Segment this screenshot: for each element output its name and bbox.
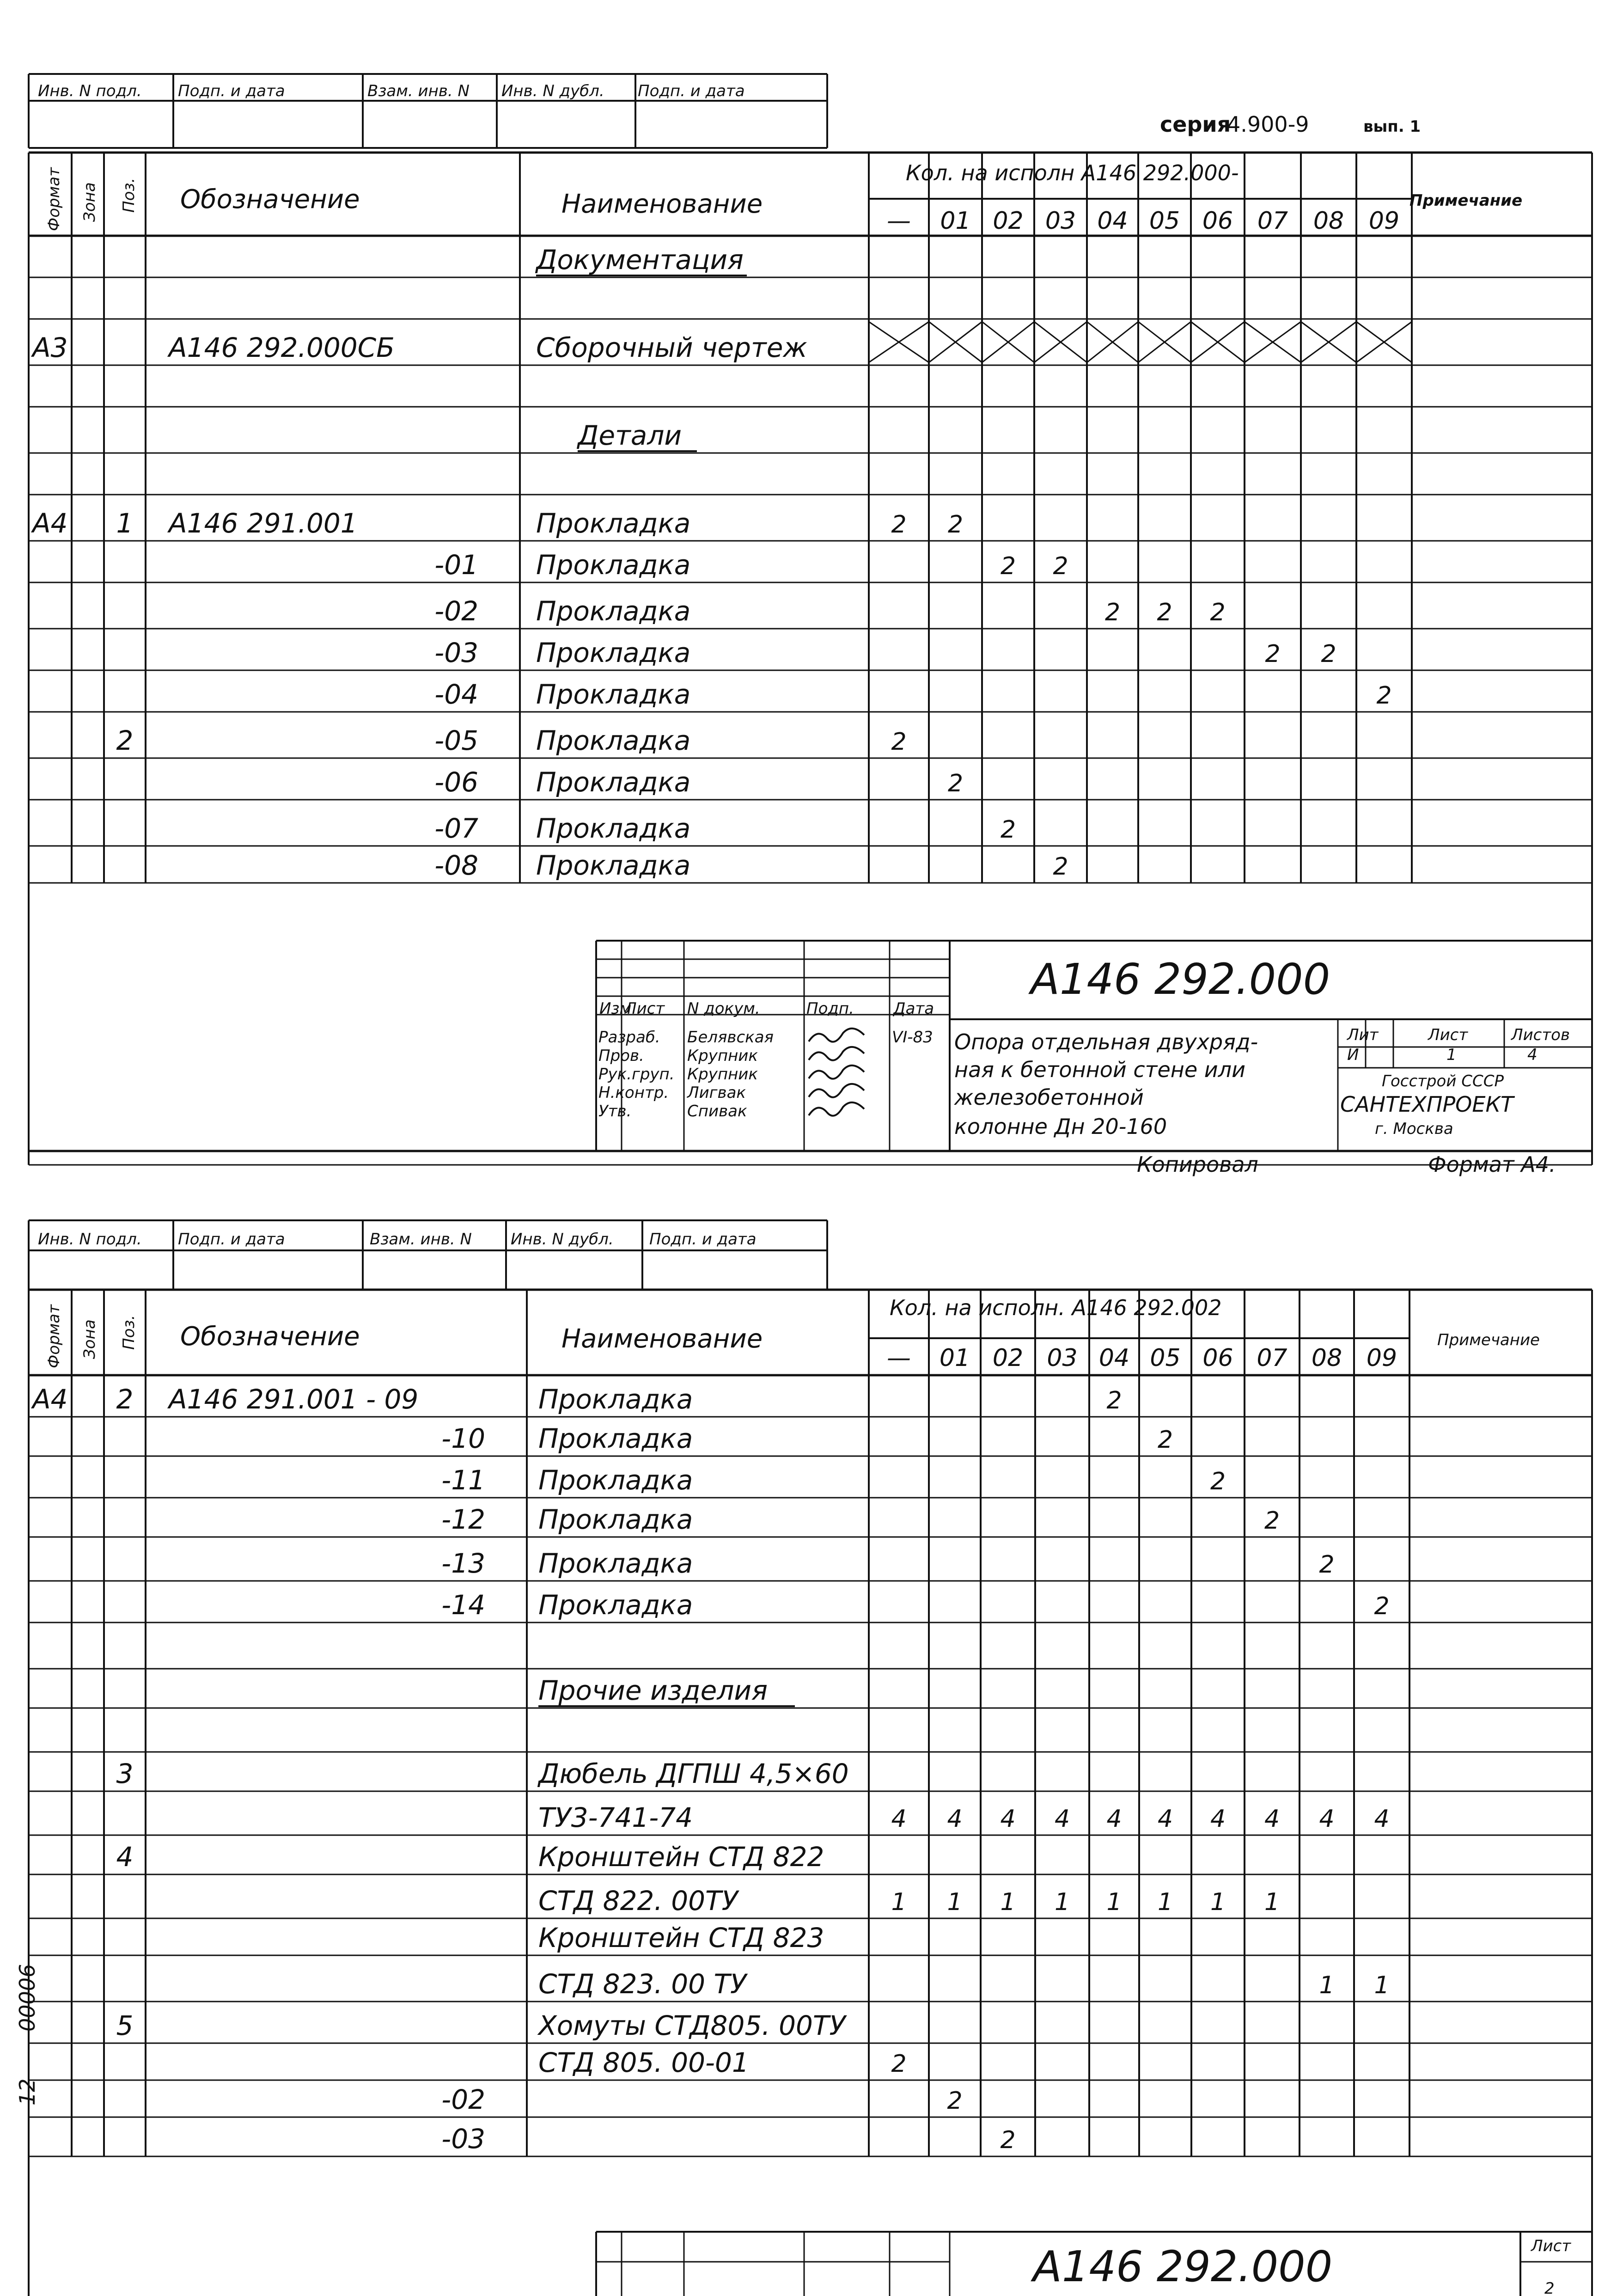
- variant-01: 01: [940, 207, 971, 235]
- row-designation: -08: [434, 850, 478, 881]
- row-quantity: 1: [891, 1888, 907, 1916]
- variant-08: 08: [1313, 207, 1344, 235]
- col-zone-header-2: Зона: [80, 1319, 99, 1359]
- row-designation: А146 291.001 - 09: [169, 1384, 419, 1415]
- row-designation: -14: [441, 1589, 485, 1621]
- row-name: Прокладка: [538, 1464, 693, 1496]
- table-row: [441, 2084, 962, 2115]
- variant-02: 02: [993, 207, 1024, 235]
- row-quantity: 1: [1264, 1888, 1280, 1916]
- row-name: Прокладка: [536, 637, 691, 668]
- row-name: Хомуты СТД805. 00ТУ: [538, 2010, 846, 2041]
- table-row: [538, 1885, 1280, 1916]
- row-quantity: 2: [1157, 1426, 1173, 1454]
- qty-group-header: Кол. на исполн А146 292.000-: [906, 160, 1239, 185]
- title-line-1: Опора отдельная двухряд-: [954, 1029, 1258, 1054]
- signer-name: Белявская: [687, 1028, 774, 1047]
- row-quantity: 2: [1053, 853, 1068, 881]
- title-line-2: ная к бетонной стене или: [954, 1057, 1245, 1082]
- spec-rows: [31, 244, 1412, 881]
- row-quantity: 2: [1374, 1592, 1390, 1620]
- row-name: Прокладка: [536, 549, 691, 581]
- stamp-label-vzam-inv: Взам. инв. N: [367, 82, 470, 100]
- row-name: Прокладка: [536, 595, 691, 627]
- bottom-document-code: А146 292.000: [1033, 2242, 1333, 2291]
- row-name: Прокладка: [538, 1548, 693, 1579]
- bottom-title-block: [1031, 2237, 1571, 2296]
- tb-col-data: Дата: [893, 999, 934, 1018]
- signer-date: VI-83: [892, 1028, 933, 1047]
- row-name: Прокладка: [538, 1589, 693, 1621]
- col-designation-header: Обозначение: [180, 184, 360, 214]
- row-quantity: 1: [1210, 1888, 1226, 1916]
- row-designation: -04: [434, 679, 478, 710]
- table-row: [538, 2047, 907, 2078]
- variant-09: 09: [1366, 1344, 1397, 1372]
- table-row: [31, 322, 1412, 363]
- row-quantity: 2: [1265, 640, 1281, 668]
- row-designation: -13: [441, 1548, 485, 1579]
- row-quantity: 4: [891, 1805, 907, 1833]
- tb-col-list: Лист: [625, 999, 665, 1018]
- variant-08: 08: [1311, 1344, 1342, 1372]
- row-quantity: 1: [1157, 1888, 1173, 1916]
- signature-scribble: [809, 1047, 864, 1060]
- row-quantity: 4: [1000, 1805, 1016, 1833]
- table-row: [538, 1968, 1390, 2000]
- title-line-4: колонне Дн 20-160: [954, 1114, 1167, 1139]
- row-designation: -10: [441, 1423, 485, 1454]
- signature-scribble: [809, 1029, 864, 1042]
- lit-value: И: [1347, 1046, 1359, 1064]
- row-position: 1: [116, 508, 134, 539]
- row-name: Прокладка: [538, 1384, 693, 1415]
- row-quantity: 1: [1319, 1971, 1335, 1999]
- row-position: 5: [116, 2010, 134, 2041]
- row-quantity: 1: [1054, 1888, 1070, 1916]
- section-heading: Документация: [536, 244, 744, 276]
- row-name: Прокладка: [536, 679, 691, 710]
- row-quantity: 2: [1376, 682, 1392, 710]
- variant-04: 04: [1097, 207, 1128, 235]
- row-designation: -05: [434, 725, 478, 756]
- row-format: А3: [32, 332, 68, 363]
- row-quantity: 2: [1210, 599, 1226, 626]
- table-row: [434, 850, 1068, 881]
- row-name: Прокладка: [538, 1423, 693, 1454]
- row-designation: -02: [441, 2084, 485, 2115]
- row-quantity: 2: [1000, 552, 1016, 580]
- col-pos-header-2: Поз.: [120, 1315, 138, 1350]
- spec-table-2: [31, 1295, 1540, 2155]
- margin-number: 00006: [15, 1964, 40, 2032]
- signer-role: Н.контр.: [598, 1084, 669, 1102]
- row-quantity: 2: [1106, 1387, 1122, 1414]
- signature-row: [598, 1102, 864, 1120]
- col-name-header-2: Наименование: [561, 1324, 763, 1354]
- row-quantity: 2: [1053, 552, 1068, 580]
- variant-base: —: [887, 207, 911, 235]
- signature-row: [598, 1084, 864, 1102]
- row-quantity: 4: [1054, 1805, 1070, 1833]
- row-quantity: 4: [1210, 1805, 1226, 1833]
- row-designation: -12: [441, 1504, 485, 1535]
- table-row: [441, 1504, 1280, 1535]
- sheet-frame: [29, 74, 1592, 2296]
- org-line-1: Госстрой СССР: [1382, 1072, 1504, 1090]
- org-line-3: г. Москва: [1375, 1120, 1453, 1138]
- stamp-label-podp-data: Подп. и дата: [178, 82, 285, 100]
- row-quantity: 4: [1106, 1805, 1122, 1833]
- row-quantity: 2: [1000, 816, 1016, 844]
- variant-headers-2: [887, 1344, 1397, 1372]
- table-row: [31, 1384, 1122, 1415]
- table-row: [535, 244, 747, 276]
- row-name: СТД 822. 00ТУ: [538, 1885, 738, 1916]
- variant-05: 05: [1150, 1344, 1181, 1372]
- row-designation: -01: [434, 549, 478, 581]
- row-name: СТД 823. 00 ТУ: [538, 1968, 747, 2000]
- sheet-label: Лист: [1428, 1026, 1468, 1044]
- variant-09: 09: [1368, 207, 1400, 235]
- signer-name: Крупник: [687, 1065, 758, 1084]
- copied-by: Копировал: [1137, 1152, 1258, 1177]
- variant-06: 06: [1202, 1344, 1233, 1372]
- section-heading: Детали: [578, 420, 682, 451]
- row-designation: -07: [434, 813, 478, 844]
- table-row: [116, 2010, 848, 2041]
- stamp-label-inv-dubl: Инв. N дубл.: [501, 82, 604, 100]
- row-quantity: 1: [947, 1888, 963, 1916]
- row-quantity: 1: [1000, 1888, 1016, 1916]
- signature-row: [598, 1065, 864, 1084]
- row-position: 3: [116, 1758, 134, 1789]
- row-format: А4: [32, 1384, 68, 1415]
- row-name: Прокладка: [536, 850, 691, 881]
- row-quantity: 1: [1106, 1888, 1122, 1916]
- series-value: 4.900-9: [1227, 112, 1309, 137]
- sheet-value: 1: [1446, 1046, 1457, 1064]
- issue-number: вып. 1: [1363, 117, 1421, 136]
- row-designation: А146 292.000СБ: [169, 332, 395, 363]
- row-quantity: 2: [1319, 1551, 1335, 1579]
- bottom-sheet-label: Лист: [1531, 2237, 1571, 2255]
- stamp2-label-podp-data-2: Подп. и дата: [649, 1230, 757, 1249]
- row-name: Кронштейн СТД 822: [538, 1841, 824, 1873]
- table-row: [434, 679, 1391, 710]
- row-quantity: 2: [1000, 2126, 1016, 2154]
- col-format-header: Формат: [45, 167, 63, 231]
- signer-role: Разраб.: [598, 1028, 660, 1047]
- table-row: [116, 1758, 849, 1789]
- variant-06: 06: [1202, 207, 1233, 235]
- table-row: [441, 1464, 1226, 1496]
- signature-scribble: [809, 1065, 864, 1079]
- signature-scribble: [809, 1102, 864, 1116]
- tb-col-izm: Изм: [599, 999, 632, 1018]
- row-name: СТД 805. 00-01: [538, 2047, 749, 2078]
- row-position: 4: [116, 1841, 134, 1873]
- row-quantity: 2: [891, 2050, 907, 2078]
- stamp2-label-inv-podl: Инв. N подл.: [38, 1230, 142, 1249]
- row-quantity: 4: [1319, 1805, 1335, 1833]
- variant-04: 04: [1098, 1344, 1130, 1372]
- archive-stamp-middle: [38, 1230, 757, 1249]
- row-quantity: 1: [1374, 1971, 1390, 1999]
- title-line-3: железобетонной: [954, 1085, 1144, 1110]
- qty-group-header-2: Кол. на исполн. А146 292.002: [890, 1295, 1222, 1320]
- signature-row: [598, 1028, 933, 1047]
- row-name: Прокладка: [536, 766, 691, 798]
- margin-page: 12: [15, 2078, 40, 2106]
- table-row: [538, 1675, 795, 1706]
- row-quantity: 2: [1210, 1468, 1226, 1495]
- table-row: [116, 1841, 824, 1873]
- col-designation-header-2: Обозначение: [180, 1322, 360, 1352]
- tb-col-ndokum: N докум.: [687, 999, 760, 1018]
- stamp2-label-inv-dubl: Инв. N дубл.: [511, 1230, 614, 1249]
- table-row: [31, 508, 963, 539]
- signature-row: [598, 1047, 864, 1065]
- variant-07: 07: [1257, 1344, 1287, 1372]
- format-a4: Формат А4.: [1428, 1152, 1556, 1177]
- stamp-label-podp-data-2: Подп. и дата: [638, 82, 745, 100]
- row-designation: -03: [434, 637, 478, 668]
- variant-07: 07: [1257, 207, 1288, 235]
- row-quantity: 2: [947, 2087, 963, 2115]
- signer-role: Пров.: [598, 1047, 644, 1065]
- row-designation: -03: [441, 2123, 485, 2155]
- row-name: Прокладка: [538, 1504, 693, 1535]
- row-quantity: 2: [1104, 599, 1121, 626]
- table-row: [434, 549, 1068, 581]
- document-code: А146 292.000: [1031, 955, 1330, 1004]
- signature-scribble: [809, 1084, 864, 1097]
- table-row: [538, 1802, 1390, 1833]
- sheets-label: Листов: [1511, 1026, 1570, 1044]
- variant-05: 05: [1149, 207, 1180, 235]
- table-row: [434, 595, 1225, 627]
- sheets-value: 4: [1527, 1046, 1538, 1064]
- row-quantity: 4: [1374, 1805, 1390, 1833]
- table-row: [434, 766, 963, 798]
- table-row: [441, 1589, 1389, 1621]
- stamp-label-inv-podl: Инв. N подл.: [38, 82, 142, 100]
- series-header: [1160, 112, 1421, 137]
- col-note-header: Примечание: [1409, 191, 1523, 210]
- variant-01: 01: [939, 1344, 970, 1372]
- signer-name: Крупник: [687, 1047, 758, 1065]
- row-quantity: 4: [947, 1805, 963, 1833]
- org-line-2: САНТЕХПРОЕКТ: [1340, 1092, 1514, 1117]
- section-heading: Прочие изделия: [538, 1675, 768, 1706]
- signer-role: Рук.груп.: [598, 1065, 675, 1084]
- row-name: Кронштейн СТД 823: [538, 1922, 824, 1953]
- stamp2-label-podp-data: Подп. и дата: [178, 1230, 285, 1249]
- archive-stamp-top: [38, 82, 745, 100]
- row-quantity: 4: [1157, 1805, 1173, 1833]
- row-quantity: 2: [947, 511, 964, 539]
- bottom-sheet-value: 2: [1544, 2279, 1555, 2296]
- row-name: Сборочный чертеж: [536, 332, 807, 363]
- stamp2-label-vzam-inv: Взам. инв. N: [370, 1230, 472, 1249]
- tb-col-podp: Подп.: [806, 999, 854, 1018]
- row-quantity: 2: [1157, 599, 1172, 626]
- row-format: А4: [32, 508, 68, 539]
- row-name: Прокладка: [536, 508, 691, 539]
- col-pos-header: Поз.: [120, 178, 138, 213]
- margin-archive-number: [15, 1964, 40, 2106]
- variant-03: 03: [1047, 1344, 1078, 1372]
- row-name: ТУ3-741-74: [538, 1802, 693, 1833]
- signer-name: Лигвак: [687, 1084, 746, 1102]
- table-row: [538, 1922, 824, 1953]
- row-position: 2: [116, 1384, 134, 1415]
- signer-name: Спивак: [687, 1102, 747, 1120]
- row-quantity: 2: [1321, 640, 1336, 668]
- spec-rows-2: [31, 1384, 1390, 2155]
- signer-role: Утв.: [598, 1102, 632, 1120]
- row-quantity: 2: [891, 728, 907, 756]
- lit-label: Лит: [1347, 1026, 1379, 1044]
- col-note-header-2: Примечание: [1437, 1331, 1540, 1349]
- row-position: 2: [116, 725, 134, 756]
- row-designation: -11: [441, 1464, 485, 1496]
- series-label: серия: [1160, 112, 1231, 137]
- title-block: [598, 955, 1570, 1177]
- row-quantity: 2: [947, 770, 964, 797]
- row-designation: А146 291.001: [169, 508, 358, 539]
- row-designation: -06: [434, 766, 478, 798]
- variant-headers: [887, 207, 1399, 235]
- row-name: Прокладка: [536, 813, 691, 844]
- row-name: Прокладка: [536, 725, 691, 756]
- col-name-header: Наименование: [561, 189, 763, 219]
- table-row: [434, 637, 1336, 668]
- variant-base: —: [887, 1344, 911, 1372]
- col-zone-header: Зона: [80, 182, 99, 222]
- signature-rows: [598, 1028, 933, 1120]
- row-name: Дюбель ДГПШ 4,5×60: [538, 1758, 849, 1789]
- row-designation: -02: [434, 595, 478, 627]
- spec-table-1: [31, 160, 1522, 881]
- table-row: [441, 1548, 1334, 1579]
- row-quantity: 4: [1264, 1805, 1280, 1833]
- variant-03: 03: [1045, 207, 1076, 235]
- col-format-header-2: Формат: [45, 1304, 63, 1368]
- table-row: [116, 725, 907, 756]
- row-quantity: 2: [1264, 1507, 1280, 1535]
- table-row: [441, 1423, 1173, 1454]
- row-quantity: 2: [891, 511, 907, 539]
- table-row: [576, 420, 697, 451]
- variant-02: 02: [992, 1344, 1024, 1372]
